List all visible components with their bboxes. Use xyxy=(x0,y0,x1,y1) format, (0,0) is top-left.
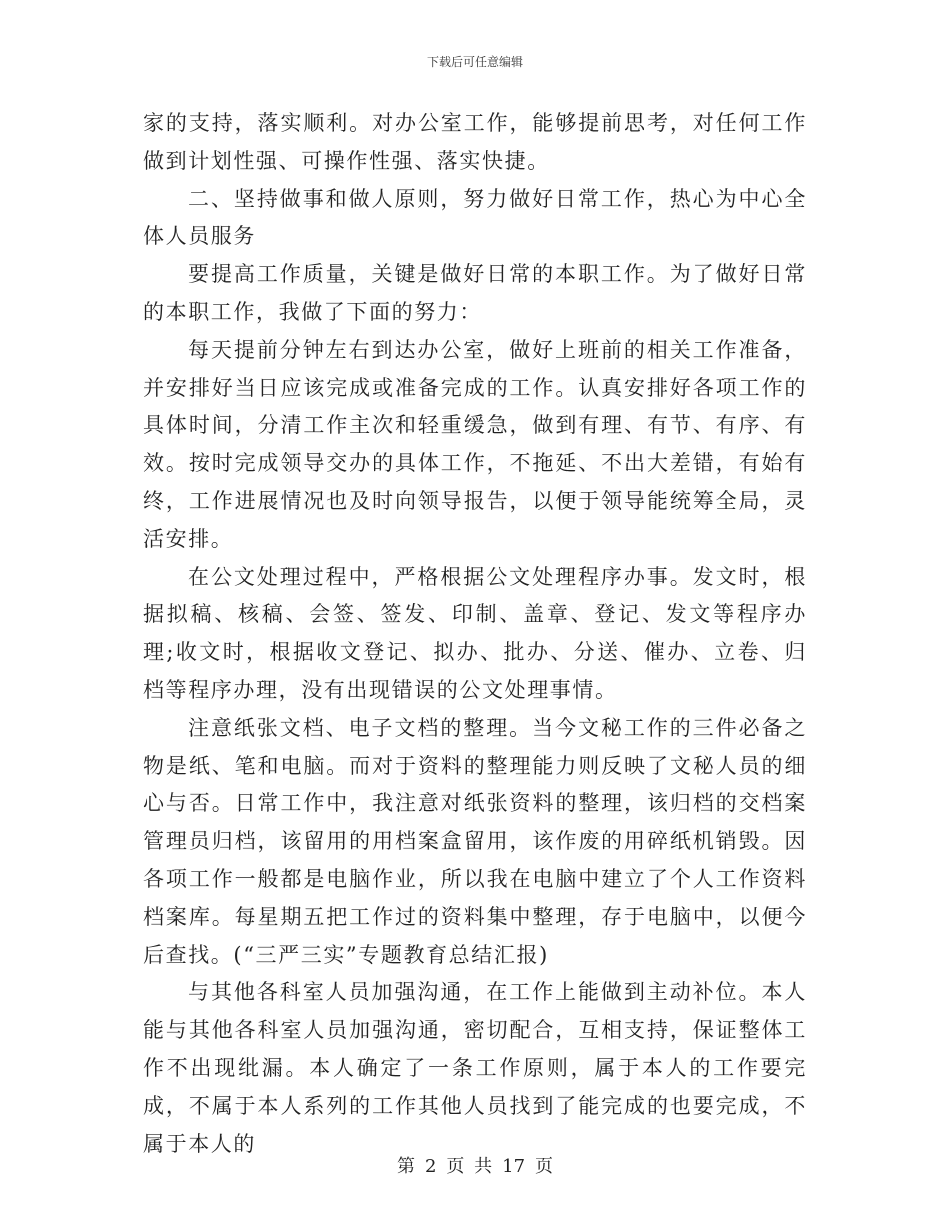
section-heading: 二、坚持做事和做人原则，努力做好日常工作，热心为中心全体人员服务 xyxy=(143,186,807,249)
footer-suffix: 页 xyxy=(535,1156,554,1177)
footer-middle: 页 共 xyxy=(446,1156,493,1177)
paragraph: 在公文处理过程中，严格根据公文处理程序办事。发文时，根据拟稿、核稿、会签、签发、印制、盖章、登记、发文等程序办理;收文时，根据收文登记、拟办、批办、分送、催办、立卷、归档等程序办理，没有出现错误的公文处理事情。 xyxy=(143,564,807,702)
current-page-number: 2 xyxy=(424,1156,437,1177)
paragraph-continuation: 家的支持，落实顺利。对办公室工作，能够提前思考，对任何工作做到计划性强、可操作性强、落实快捷。 xyxy=(143,111,807,173)
paragraph: 注意纸张文档、电子文档的整理。当今文秘工作的三件必备之物是纸、笔和电脑。而对于资料的整理能力则反映了文秘人员的细心与否。日常工作中，我注意对纸张资料的整理，该归档的交档案管理员归档，该留用的用档案盒留用，该作废的用碎纸机销毁。因各项工作一般都是电脑作业，所以我在电脑中建立了个人工作资料档案库。每星期五把工作过的资料集中整理，存于电脑中，以便今后查找。(“三严三实”专题教育总结汇报) xyxy=(143,715,807,967)
paragraph: 要提高工作质量，关键是做好日常的本职工作。为了做好日常的本职工作，我做了下面的努力： xyxy=(143,262,807,324)
page-header: 下载后可任意编辑 xyxy=(426,55,523,69)
paragraph: 与其他各科室人员加强沟通，在工作上能做到主动补位。本人能与其他各科室人员加强沟通，密切配合，互相支持，保证整体工作不出现纰漏。本人确定了一条工作原则，属于本人的工作要完成，不属于本人系列的工作其他人员找到了能完成的也要完成，不属于本人的 xyxy=(143,980,807,1156)
total-pages-number: 17 xyxy=(502,1156,526,1177)
document-body xyxy=(143,105,807,1163)
footer-prefix: 第 xyxy=(396,1156,415,1177)
paragraph: 每天提前分钟左右到达办公室，做好上班前的相关工作准备，并安排好当日应该完成或准备完成的工作。认真安排好各项工作的具体时间，分清工作主次和轻重缓急，做到有理、有节、有序、有效。按时完成领导交办的具体工作，不拖延、不出大差错，有始有终，工作进展情况也及时向领导报告，以便于领导能统筹全局，灵活安排。 xyxy=(143,337,807,551)
page-footer xyxy=(0,1155,950,1179)
